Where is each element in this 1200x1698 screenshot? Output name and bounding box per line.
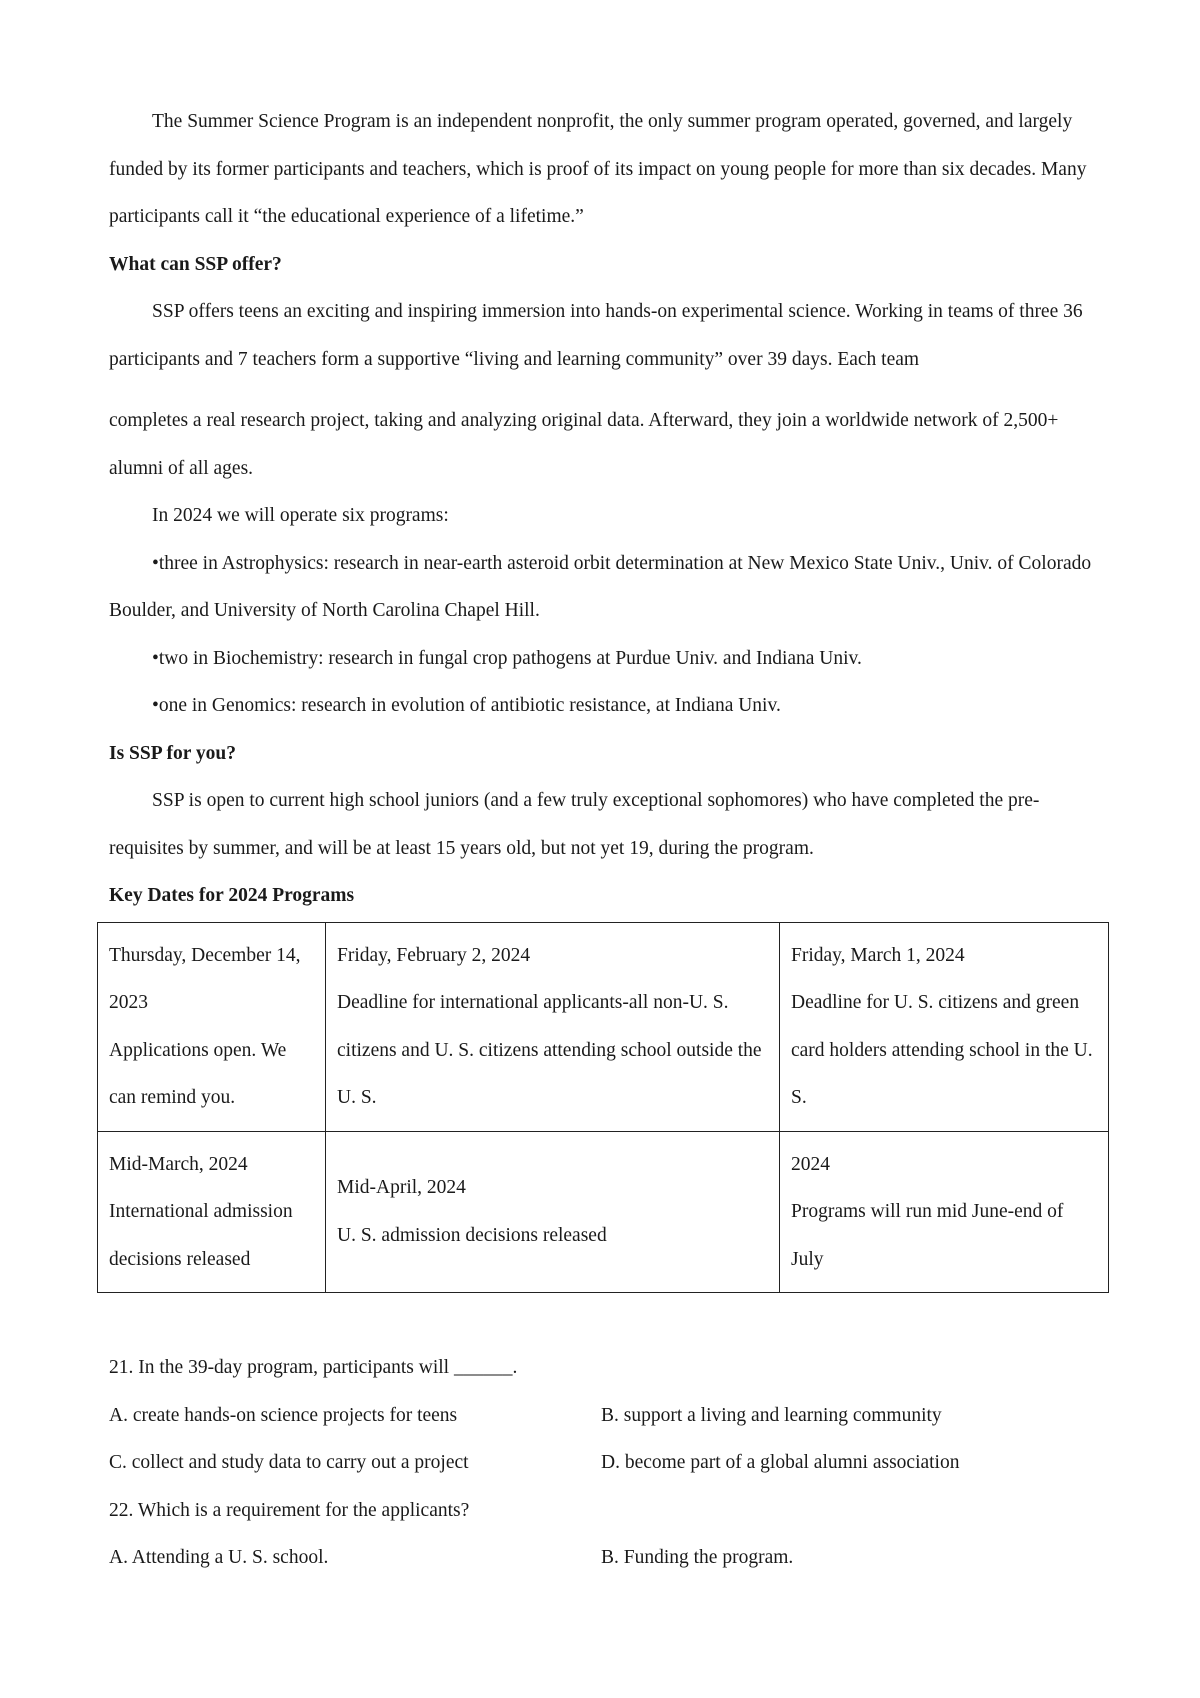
- option-a: A. Attending a U. S. school.: [109, 1547, 329, 1568]
- program-bullet-astrophysics: •three in Astrophysics: research in near-earth asteroid orbit determination at New Mexico State Univ., Univ. of Colorado Boulder, and University of North Carolina Chapel Hill.: [109, 552, 1092, 621]
- cell-text: Deadline for international applicants-all non-U. S. citizens and U. S. citizens attending school outside the U. S.: [337, 992, 762, 1108]
- option-row: [109, 1392, 1109, 1440]
- option-row: [109, 1439, 1109, 1487]
- table-cell: [98, 922, 326, 1131]
- cell-date: Friday, March 1, 2024: [791, 944, 965, 966]
- cell-date: Mid-April, 2024: [337, 1177, 466, 1199]
- offer-paragraph-part1: SSP offers teens an exciting and inspiring immersion into hands-on experimental science. Working in teams of three 36 participants and 7 teachers form a supportive “living and learning community” over 39 days. Each team: [109, 301, 1083, 370]
- table-cell: [780, 1131, 1109, 1293]
- cell-text: Programs will run mid June-end of July: [791, 1201, 1064, 1270]
- table-cell: [98, 1131, 326, 1293]
- program-bullet-biochemistry: •two in Biochemistry: research in fungal crop pathogens at Purdue Univ. and Indiana Univ.: [152, 647, 862, 669]
- intro-paragraph: The Summer Science Program is an independent nonprofit, the only summer program operated, governed, and largely funded by its former participants and teachers, which is proof of its impact on young people for more than six decades. Many participants call it “the educational experience of a lifetime.”: [109, 111, 1087, 227]
- key-dates-table: [97, 922, 1109, 1294]
- programs-intro: In 2024 we will operate six programs:: [152, 505, 449, 526]
- cell-text: Applications open. We can remind you.: [109, 1039, 287, 1108]
- cell-date: Friday, February 2, 2024: [337, 944, 531, 966]
- table-cell: [780, 922, 1109, 1131]
- questions-section: [109, 1344, 1109, 1582]
- table-row: [98, 922, 1109, 1131]
- section-heading-offer: What can SSP offer?: [109, 253, 282, 275]
- option-b: B. support a living and learning community: [601, 1404, 942, 1426]
- offer-paragraph-part2: completes a real research project, taking and analyzing original data. Afterward, they join a worldwide network of 2,500+ alumni of all ages.: [109, 410, 1059, 479]
- section-heading-eligibility: Is SSP for you?: [109, 742, 236, 764]
- option-c: C. collect and study data to carry out a project: [109, 1452, 469, 1473]
- option-a: A. create hands-on science projects for teens: [109, 1404, 458, 1426]
- table-cell: [326, 922, 780, 1131]
- question-stem: 21. In the 39-day program, participants will ______.: [109, 1357, 518, 1378]
- table-cell: [326, 1131, 780, 1293]
- table-row: [98, 1131, 1109, 1293]
- cell-text: International admission decisions released: [109, 1201, 293, 1270]
- eligibility-paragraph: SSP is open to current high school juniors (and a few truly exceptional sophomores) who have completed the pre-requisites by summer, and will be at least 15 years old, but not yet 19, during the program.: [109, 790, 1040, 859]
- document-page: [109, 98, 1109, 1582]
- section-heading-key-dates: Key Dates for 2024 Programs: [109, 885, 355, 906]
- cell-text: Deadline for U. S. citizens and green card holders attending school in the U. S.: [791, 992, 1093, 1108]
- cell-text: U. S. admission decisions released: [337, 1224, 607, 1246]
- cell-date: Thursday, December 14, 2023: [109, 944, 301, 1013]
- question-stem: 22. Which is a requirement for the applicants?: [109, 1499, 470, 1521]
- cell-date: 2024: [791, 1153, 830, 1175]
- option-d: D. become part of a global alumni association: [601, 1452, 960, 1473]
- cell-date: Mid-March, 2024: [109, 1153, 248, 1175]
- program-bullet-genomics: •one in Genomics: research in evolution of antibiotic resistance, at Indiana Univ.: [152, 695, 781, 716]
- option-row: [109, 1534, 1109, 1582]
- option-b: B. Funding the program.: [601, 1547, 794, 1568]
